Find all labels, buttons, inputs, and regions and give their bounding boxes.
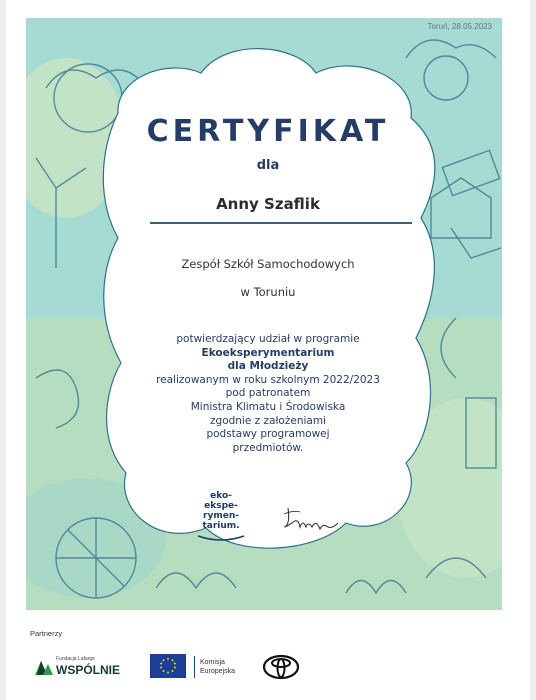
body-line: podstawy programowej — [206, 428, 330, 441]
signature-icon — [282, 502, 346, 532]
european-commission-logo — [150, 654, 250, 680]
illustration-border — [26, 18, 502, 610]
body-line: potwierdzający udział w programie — [176, 333, 360, 345]
certificate-title: CERTYFIKAT — [146, 114, 390, 149]
certificate-date: Toruń, 28.05.2023 — [427, 22, 492, 31]
toyota-logo-icon — [262, 654, 300, 680]
logo-text: rymen- — [203, 511, 239, 521]
wspolnie-subtitle: Fundacja Lafarge — [56, 656, 95, 662]
logo-text: eko- — [210, 491, 232, 501]
body-line: Ministra Klimatu i Środowiska — [190, 400, 346, 413]
eu-label — [200, 658, 235, 676]
body-line: zgodnie z założeniami — [210, 414, 326, 427]
certificate-for-label: dla — [256, 158, 280, 173]
recipient-name: Anny Szaflik — [216, 195, 320, 213]
school-city: w Toruniu — [240, 285, 296, 299]
wspolnie-title: WSPÓLNIE — [56, 663, 121, 677]
partners-label: Partnerzy — [30, 629, 63, 638]
ekoeksperymentarium-logo — [188, 490, 254, 544]
decorative-background — [26, 18, 502, 610]
school-name: Zespół Szkół Samochodowych — [181, 257, 355, 271]
eu-label-line: Komisja — [200, 659, 225, 666]
program-name-sub: dla Młodzieży — [227, 360, 309, 373]
eu-flag-icon — [150, 654, 186, 678]
body-line: realizowanym w roku szkolnym 2022/2023 — [156, 373, 380, 386]
body-line: pod patronatem — [225, 387, 311, 400]
logo-underline-icon — [196, 534, 246, 542]
name-underline — [150, 222, 412, 224]
eu-label-line: Europejska — [200, 668, 236, 675]
certificate-body — [0, 333, 536, 455]
wspolnie-logo-icon — [34, 658, 54, 676]
wspolnie-logo — [34, 654, 130, 680]
program-name: Ekoeksperymentarium — [201, 346, 335, 359]
body-line: przedmiotów. — [232, 441, 304, 454]
divider — [194, 656, 195, 678]
logo-text: ekspe- — [204, 501, 238, 511]
logo-text: tarium. — [202, 521, 240, 531]
